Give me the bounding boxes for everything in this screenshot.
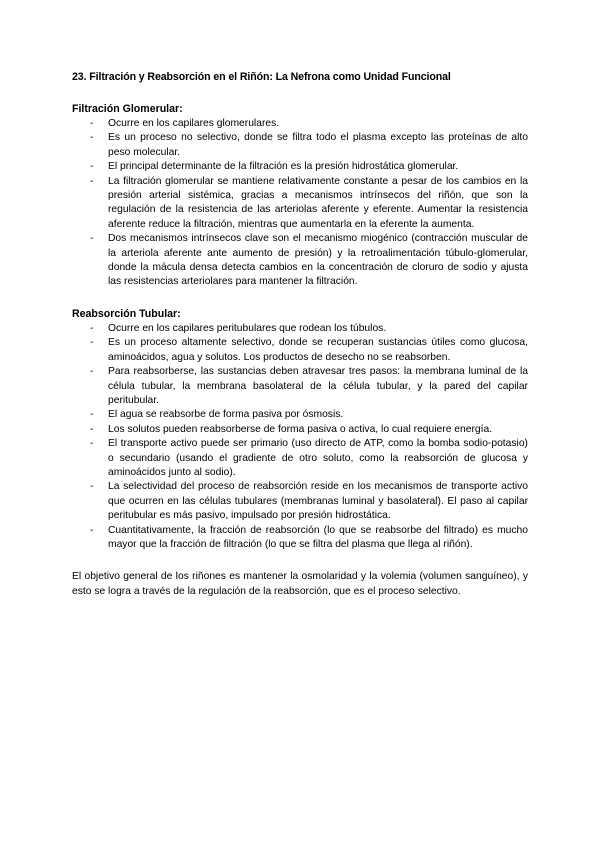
list-item (72, 336, 528, 365)
filtration-heading: Filtración Glomerular: (72, 103, 183, 115)
list-item (72, 480, 528, 523)
bullet-dash: - (90, 175, 94, 187)
bullet-dash: - (90, 524, 94, 536)
bullet-dash: - (90, 337, 94, 349)
list-item (72, 117, 528, 131)
list-item (72, 232, 528, 290)
bullet-dash: - (90, 118, 94, 129)
bullet-dash: - (90, 409, 94, 421)
document-page (72, 70, 528, 599)
list-item-text: El transporte activo puede ser primario (uso directo de ATP, como la bomba sodio-potasio) o secundario (usando el gradiente de otro soluto, como la reabsorción de glucosa y aminoácidos junto al sodio). (108, 438, 528, 478)
bullet-dash: - (90, 161, 94, 173)
bullet-dash: - (90, 366, 94, 378)
bullet-dash: - (90, 481, 94, 493)
list-item (72, 322, 528, 336)
list-item-text: Es un proceso altamente selectivo, donde se recuperan sustancias útiles como glucosa, aminoácidos, agua y solutos. Los productos de desecho no se reabsorben. (108, 337, 528, 363)
list-item (72, 423, 528, 437)
list-item-text: Ocurre en los capilares peritubulares que rodean los túbulos. (108, 322, 387, 334)
list-item (72, 160, 528, 174)
reabsorption-list (72, 322, 528, 553)
document-title: 23. Filtración y Reabsorción en el Riñón: La Nefrona como Unidad Funcional (72, 71, 451, 83)
bullet-dash: - (90, 322, 94, 334)
list-item (72, 175, 528, 233)
closing-paragraph: El objetivo general de los riñones es mantener la osmolaridad y la volemia (volumen sanguíneo), y esto se logra a través de la regulación de la reabsorción, que es el proceso selectivo. (72, 571, 528, 598)
list-item-text: La selectividad del proceso de reabsorción reside en los mecanismos de transporte activo que ocurren en las células tubulares (membranas luminal y basolateral). El paso al capilar peritubular es más pasivo, impulsado por presión hidrostática. (108, 481, 528, 522)
list-item-text: Ocurre en los capilares glomerulares. (108, 118, 280, 129)
filtration-list (72, 117, 528, 290)
bullet-dash: - (90, 233, 94, 245)
list-item-text: Dos mecanismos intrínsecos clave son el mecanismo miogénico (contracción muscular de la arteriola aferente ante aumento de presión) y la retroalimentación túbulo-glomerular, donde la mácula densa detecta cambios en la concentración de cloruro de sodio y ajusta las resistencias arteriolares para mantener la filtración. (108, 233, 528, 288)
list-item (72, 437, 528, 480)
reabsorption-heading: Reabsorción Tubular: (72, 307, 181, 320)
list-item (72, 131, 528, 160)
section-spacer (72, 552, 528, 569)
list-item-text: El agua se reabsorbe de forma pasiva por ósmosis. (108, 409, 344, 421)
list-item-text: Cuantitativamente, la fracción de reabsorción (lo que se reabsorbe del filtrado) es mucho mayor que la fracción de filtración (lo que se filtra del plasma que llega al riñón). (108, 524, 528, 550)
list-item (72, 365, 528, 408)
list-item (72, 408, 528, 422)
filtration-section (72, 102, 528, 290)
list-item-text: Los solutos pueden reabsorberse de forma pasiva o activa, lo cual requiere energía. (108, 423, 493, 435)
list-item-text: El principal determinante de la filtración es la presión hidrostática glomerular. (108, 161, 459, 173)
section-spacer (72, 290, 528, 307)
list-item-text: Es un proceso no selectivo, donde se filtra todo el plasma excepto las proteínas de alto peso molecular. (108, 132, 528, 158)
bullet-dash: - (90, 423, 94, 435)
list-item-text: Para reabsorberse, las sustancias deben atravesar tres pasos: la membrana luminal de la célula tubular, la membrana basolateral de la célula tubular, y la pared del capilar peritubular. (108, 366, 528, 406)
bullet-dash: - (90, 132, 94, 144)
bullet-dash: - (90, 438, 94, 450)
reabsorption-section (72, 307, 528, 553)
list-item-text: La filtración glomerular se mantiene relativamente constante a pesar de los cambios en la presión arterial sistémica, gracias a mecanismos intrínsecos del riñón, que son la regulación de la resistencia de las arteriolas aferente y eferente. Aumentar la resistencia aferente reduce la filtración, mientras que aumentarla en la eferente la aumenta. (108, 175, 528, 230)
list-item (72, 524, 528, 553)
